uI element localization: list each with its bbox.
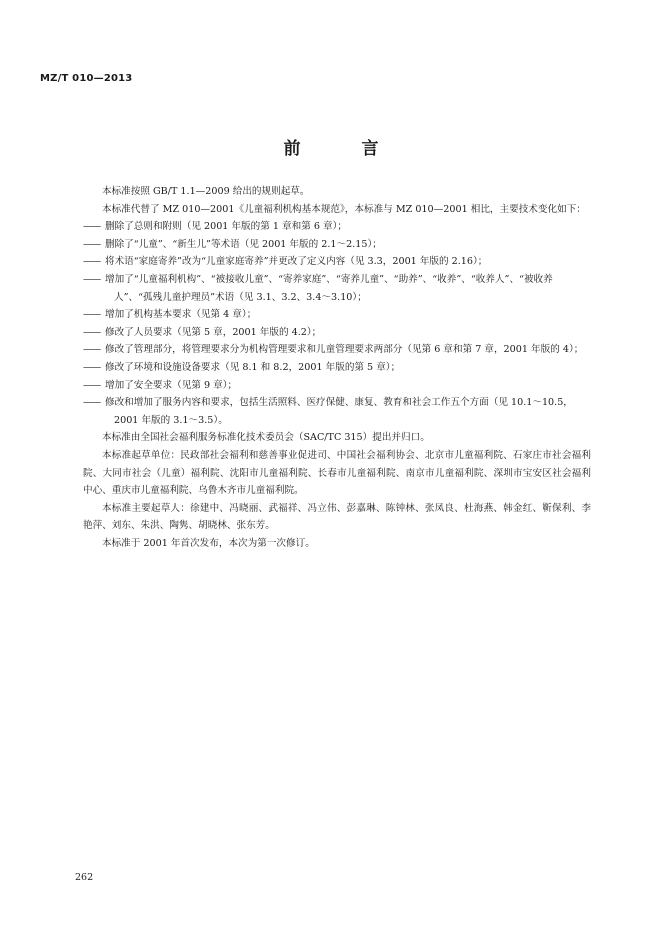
- drafting-rule-paragraph: 本标准按照 GB/T 1.1—2009 给出的规则起草。: [102, 186, 310, 197]
- page-number: 262: [75, 872, 94, 883]
- list-dash: ——: [83, 256, 101, 268]
- change-item: [83, 253, 591, 271]
- change-text: 增加了安全要求（见第 9 章）；: [105, 379, 238, 391]
- page-title: 前 言: [283, 139, 401, 159]
- history-paragraph: 本标准于 2001 年首次发布，本次为第一次修订。: [102, 537, 315, 549]
- proposed-by-paragraph: 本标准由全国社会福利服务标准化技术委员会（SAC/TC 315）提出并归口。: [102, 432, 430, 444]
- change-item: [83, 359, 591, 377]
- list-dash: ——: [83, 361, 101, 373]
- change-item: [83, 394, 591, 429]
- list-dash: ——: [83, 344, 101, 356]
- change-text: 修改了管理部分，将管理要求分为机构管理要求和儿童管理要求两部分（见第 6 章和第 7 章，2001 年版的 4）；: [105, 344, 584, 356]
- change-item: [83, 324, 591, 342]
- list-dash: ——: [83, 221, 101, 233]
- replacement-paragraph: 本标准代替了 MZ 010—2001《儿童福利机构基本规范》，本标准与 MZ 010—2001 相比，主要技术变化如下：: [102, 203, 586, 215]
- list-dash: ——: [83, 273, 101, 285]
- change-text: 将术语“家庭寄养”改为“儿童家庭寄养”并更改了定义内容（见 3.3，2001 年版的 2.16）；: [105, 256, 488, 268]
- list-dash: ——: [83, 397, 101, 409]
- change-text: 修改了环境和设施设备要求（见 8.1 和 8.2，2001 年版的第 5 章）；: [105, 361, 401, 373]
- change-text: 增加了机构基本要求（见第 4 章）；: [105, 309, 257, 321]
- list-dash: ——: [83, 326, 101, 338]
- change-text: 修改和增加了服务内容和要求，包括生活照料、医疗保健、康复、教育和社会工作五个方面（见 10.1～10.5，2001 年版的 3.1～3.5）。: [105, 397, 573, 426]
- change-text: 增加了“儿童福利机构”、“被接收儿童”、“寄养家庭”、“寄养儿童”、“助养”、“收养”、“收养人”、“被收养人”、“孤残儿童护理员”术语（见 3.1、3.2、3.4～3.10）；: [105, 273, 553, 303]
- change-item: [83, 218, 591, 236]
- foreword-body: [83, 183, 591, 552]
- standard-code: MZ/T 010—2013: [40, 73, 133, 84]
- change-text: 删除了总则和附则（见 2001 年版的第 1 章和第 6 章）；: [105, 221, 347, 233]
- change-text: 修改了人员要求（见第 5 章，2001 年版的 4.2）；: [105, 326, 322, 338]
- list-dash: ——: [83, 309, 101, 321]
- change-text: 删除了“儿童”、“新生儿”等术语（见 2001 年版的 2.1～2.15）；: [105, 238, 382, 250]
- change-item: [83, 306, 591, 324]
- list-dash: ——: [83, 238, 101, 250]
- drafting-units-paragraph: 本标准起草单位：民政部社会福利和慈善事业促进司、中国社会福利协会、北京市儿童福利院、石家庄市社会福利院、大同市社会（儿童）福利院、沈阳市儿童福利院、长春市儿童福利院、南京市儿童福利院、深圳市宝安区社会福利中心、重庆市儿童福利院、乌鲁木齐市儿童福利院。: [83, 449, 591, 497]
- list-dash: ——: [83, 379, 101, 391]
- changes-list: [83, 218, 591, 429]
- change-item: [83, 271, 591, 306]
- change-item: [83, 377, 591, 395]
- drafters-paragraph: 本标准主要起草人：徐建中、冯晓丽、武福祥、冯立伟、彭嘉琳、陈钟林、张凤良、杜海燕、韩金红、靳保利、李艳萍、刘东、朱洪、陶隽、胡晓林、张东芳。: [83, 502, 591, 532]
- change-item: [83, 236, 591, 254]
- change-item: [83, 341, 591, 359]
